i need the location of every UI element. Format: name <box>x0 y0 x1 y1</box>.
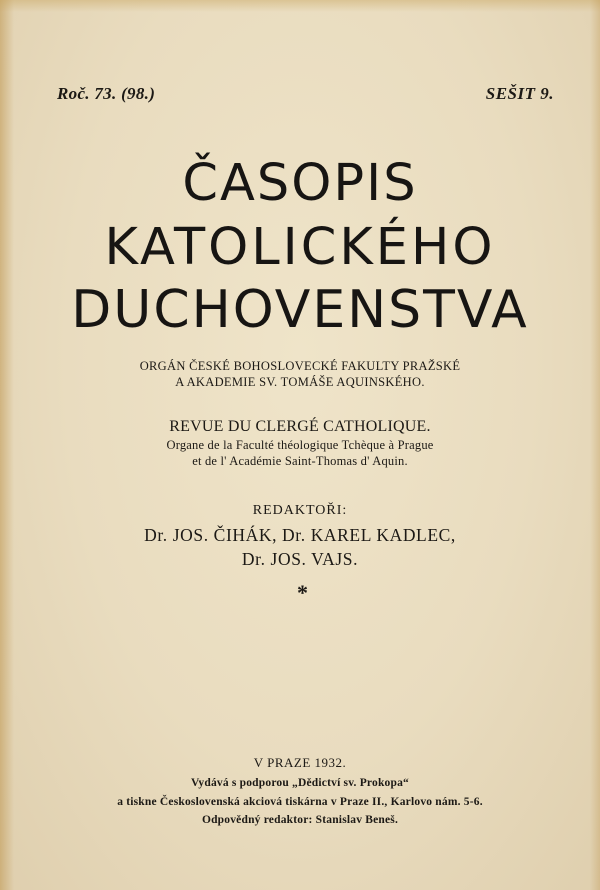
revue-line-1: Organe de la Faculté théologique Tchèque à Prague <box>166 438 434 452</box>
editors-line-1: Dr. JOS. ČIHÁK, Dr. KAREL KADLEC, <box>144 525 456 545</box>
editors-line-2: Dr. JOS. VAJS. <box>241 549 359 569</box>
title-line-2: KATOLICKÉHO <box>104 218 496 277</box>
asterisk-ornament: * <box>297 580 308 605</box>
editors-heading: REDAKTOŘI: <box>252 503 348 518</box>
title-line-1: ČASOPIS <box>182 154 418 213</box>
issue-number: SEŠIT 9. <box>485 84 554 103</box>
imprint-line-2: a tiskne Československá akciová tiskárna v Praze II., Karlovo nám. 5-6. <box>117 796 483 808</box>
volume-number: Roč. 73. (98.) <box>57 84 156 103</box>
revue-line-2: et de l' Académie Saint-Thomas d' Aquin. <box>192 454 408 468</box>
organ-line-2: A AKADEMIE SV. TOMÁŠE AQUINSKÉHO. <box>175 375 425 389</box>
imprint-line-3: Odpovědný redaktor: Stanislav Beneš. <box>201 814 399 826</box>
revue-title: REVUE DU CLERGÉ CATHOLIQUE. <box>169 418 431 435</box>
organ-line-1: ORGÁN ČESKÉ BOHOSLOVECKÉ FAKULTY PRAŽSKÉ <box>139 359 461 373</box>
imprint-place-year: V PRAZE 1932. <box>253 755 347 770</box>
imprint-line-1: Vydává s podporou „Dědictví sv. Prokopa“ <box>190 777 410 789</box>
paper-edge-top <box>0 0 600 12</box>
title-line-3: DUCHOVENSTVA <box>71 280 529 340</box>
